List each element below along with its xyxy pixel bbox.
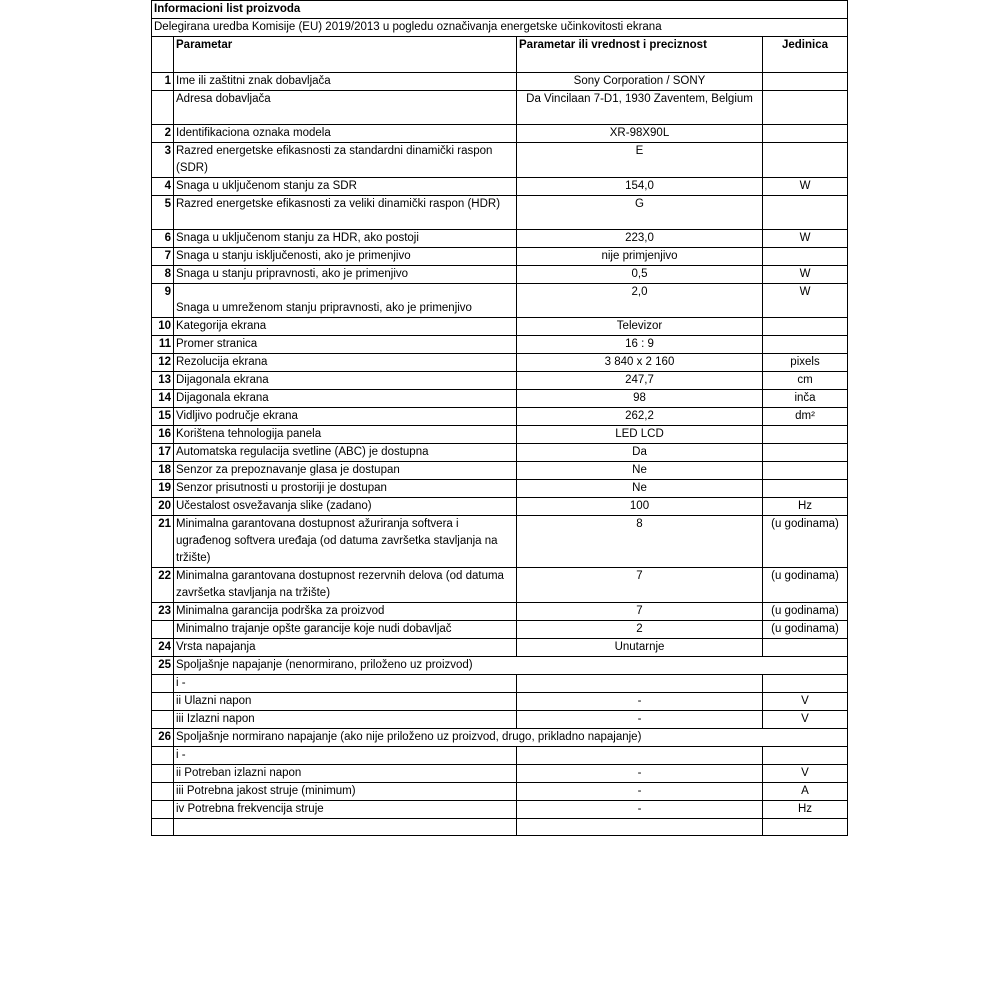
row-unit: Hz [763,801,848,819]
row-value: 223,0 [517,230,763,248]
empty-cell [517,819,763,836]
row-unit [763,747,848,765]
table-row [152,426,848,444]
row-value: Sony Corporation / SONY [517,73,763,91]
section-header-row [152,729,848,747]
section-title: Spoljašnje napajanje (nenormirano, priloženo uz proizvod) [174,657,848,675]
row-number: 20 [152,498,174,516]
table-row [152,284,848,318]
row-parameter: Adresa dobavljača [174,91,517,125]
row-parameter: Automatska regulacija svetline (ABC) je dostupna [174,444,517,462]
table-row [152,498,848,516]
row-value: 2,0 [517,284,763,318]
header-value: Parametar ili vrednost i preciznost [517,37,763,73]
row-parameter: Snaga u stanju pripravnosti, ako je primenjivo [174,266,517,284]
row-parameter: iii Izlazni napon [174,711,517,729]
row-unit [763,675,848,693]
row-number: 19 [152,480,174,498]
section-header-row [152,657,848,675]
header-row [152,37,848,73]
row-unit [763,480,848,498]
row-unit [763,462,848,480]
row-parameter: Razred energetske efikasnosti za standardni dinamički raspon (SDR) [174,143,517,178]
row-number [152,675,174,693]
row-value: nije primjenjivo [517,248,763,266]
row-unit [763,143,848,178]
table-row [152,480,848,498]
table-row [152,462,848,480]
row-parameter: Snaga u uključenom stanju za HDR, ako postoji [174,230,517,248]
header-num-cell [152,37,174,73]
table-row [152,318,848,336]
product-information-sheet [151,0,847,836]
table-row [152,390,848,408]
table-row [152,603,848,621]
row-value: Da Vincilaan 7-D1, 1930 Zaventem, Belgium [517,91,763,125]
row-number: 8 [152,266,174,284]
row-number: 9 [152,284,174,318]
row-unit [763,73,848,91]
row-value: G [517,196,763,230]
row-number: 22 [152,568,174,603]
row-unit: V [763,711,848,729]
row-parameter: Vrsta napajanja [174,639,517,657]
row-value: Ne [517,462,763,480]
row-number: 1 [152,73,174,91]
row-number: 3 [152,143,174,178]
row-parameter: Učestalost osvežavanja slike (zadano) [174,498,517,516]
row-unit [763,318,848,336]
row-number: 4 [152,178,174,196]
row-number: 17 [152,444,174,462]
section-item-row [152,693,848,711]
row-unit: dm² [763,408,848,426]
subtitle-row [152,19,848,37]
row-unit: (u godinama) [763,603,848,621]
row-parameter: Snaga u uključenom stanju za SDR [174,178,517,196]
row-value: LED LCD [517,426,763,444]
row-unit: V [763,693,848,711]
row-number: 23 [152,603,174,621]
table-row [152,354,848,372]
row-value: E [517,143,763,178]
row-value: XR-98X90L [517,125,763,143]
row-number: 18 [152,462,174,480]
row-parameter: Kategorija ekrana [174,318,517,336]
row-parameter: Minimalna garantovana dostupnost rezervnih delova (od datuma završetka stavljanja na tržište) [174,568,517,603]
row-number [152,801,174,819]
row-number: 15 [152,408,174,426]
row-parameter: Vidljivo područje ekrana [174,408,517,426]
row-number: 6 [152,230,174,248]
row-parameter: Dijagonala ekrana [174,390,517,408]
empty-row [152,819,848,836]
row-parameter: Identifikaciona oznaka modela [174,125,517,143]
row-value: Unutarnje [517,639,763,657]
row-parameter: iv Potrebna frekvencija struje [174,801,517,819]
row-value [517,675,763,693]
row-parameter: Dijagonala ekrana [174,372,517,390]
sheet-subtitle: Delegirana uredba Komisije (EU) 2019/2013 u pogledu označivanja energetske učinkovitosti ekrana [152,19,848,37]
row-value: 7 [517,568,763,603]
row-unit: A [763,783,848,801]
row-number [152,765,174,783]
row-unit [763,248,848,266]
row-value: 100 [517,498,763,516]
row-value: 262,2 [517,408,763,426]
empty-cell [174,819,517,836]
section-title: Spoljašnje normirano napajanje (ako nije priloženo uz proizvod, drugo, prikladno napajanje) [174,729,848,747]
row-value: 2 [517,621,763,639]
row-number: 16 [152,426,174,444]
sheet-title: Informacioni list proizvoda [152,1,848,19]
row-unit: W [763,230,848,248]
row-value: 154,0 [517,178,763,196]
row-unit: inča [763,390,848,408]
row-number [152,747,174,765]
row-parameter: Korištena tehnologija panela [174,426,517,444]
row-value: 8 [517,516,763,568]
header-parameter: Parametar [174,37,517,73]
table-row [152,248,848,266]
empty-cell [152,819,174,836]
title-row [152,1,848,19]
section-item-row [152,801,848,819]
row-unit [763,639,848,657]
row-parameter: ii Ulazni napon [174,693,517,711]
row-number: 13 [152,372,174,390]
row-unit: W [763,284,848,318]
table-row [152,639,848,657]
table-row [152,372,848,390]
table-row [152,143,848,178]
section-item-row [152,711,848,729]
table-row [152,444,848,462]
section-item-row [152,765,848,783]
row-number: 5 [152,196,174,230]
row-unit [763,444,848,462]
row-number [152,91,174,125]
row-parameter: Razred energetske efikasnosti za veliki dinamički raspon (HDR) [174,196,517,230]
table-row [152,230,848,248]
row-value: - [517,801,763,819]
row-number [152,711,174,729]
table-row [152,266,848,284]
row-value: - [517,783,763,801]
table-row [152,125,848,143]
row-unit [763,426,848,444]
row-unit [763,196,848,230]
section-item-row [152,675,848,693]
row-number: 7 [152,248,174,266]
table-row [152,621,848,639]
row-parameter: Ime ili zaštitni znak dobavljača [174,73,517,91]
row-parameter: iii Potrebna jakost struje (minimum) [174,783,517,801]
row-value: - [517,693,763,711]
row-unit: Hz [763,498,848,516]
table-row [152,73,848,91]
row-value: 0,5 [517,266,763,284]
row-value: 247,7 [517,372,763,390]
row-value: - [517,711,763,729]
table-row [152,336,848,354]
section-item-row [152,747,848,765]
row-value: 16 : 9 [517,336,763,354]
row-value: 3 840 x 2 160 [517,354,763,372]
row-number: 21 [152,516,174,568]
row-unit: W [763,266,848,284]
row-number: 2 [152,125,174,143]
row-number: 12 [152,354,174,372]
row-number: 11 [152,336,174,354]
row-value: - [517,765,763,783]
row-parameter: ii Potreban izlazni napon [174,765,517,783]
row-parameter: Snaga u umreženom stanju pripravnosti, ako je primenjivo [174,284,517,318]
row-unit: (u godinama) [763,568,848,603]
row-parameter: i - [174,747,517,765]
row-parameter: Snaga u stanju isključenosti, ako je primenjivo [174,248,517,266]
row-parameter: Minimalna garantovana dostupnost ažuriranja softvera i ugrađenog softvera uređaja (od datuma završetka stavljanja na tržište) [174,516,517,568]
section-number: 26 [152,729,174,747]
table-row [152,91,848,125]
row-value: 98 [517,390,763,408]
row-number: 24 [152,639,174,657]
row-unit [763,91,848,125]
row-parameter: Senzor prisutnosti u prostoriji je dostupan [174,480,517,498]
row-unit: (u godinama) [763,516,848,568]
row-value: 7 [517,603,763,621]
empty-cell [763,819,848,836]
row-unit: cm [763,372,848,390]
section-number: 25 [152,657,174,675]
table-row [152,408,848,426]
row-parameter: i - [174,675,517,693]
row-parameter: Rezolucija ekrana [174,354,517,372]
row-value: Ne [517,480,763,498]
table-row [152,516,848,568]
row-parameter: Minimalna garancija podrška za proizvod [174,603,517,621]
row-value [517,747,763,765]
product-info-table [151,0,848,836]
row-unit [763,125,848,143]
row-number [152,693,174,711]
row-parameter: Senzor za prepoznavanje glasa je dostupan [174,462,517,480]
table-row [152,178,848,196]
row-unit: (u godinama) [763,621,848,639]
section-item-row [152,783,848,801]
header-unit: Jedinica [763,37,848,73]
row-number: 10 [152,318,174,336]
row-value: Da [517,444,763,462]
row-value: Televizor [517,318,763,336]
table-row [152,568,848,603]
row-unit: pixels [763,354,848,372]
row-unit: W [763,178,848,196]
row-parameter: Promer stranica [174,336,517,354]
row-number [152,783,174,801]
table-row [152,196,848,230]
row-parameter: Minimalno trajanje opšte garancije koje nudi dobavljač [174,621,517,639]
row-unit [763,336,848,354]
row-unit: V [763,765,848,783]
row-number: 14 [152,390,174,408]
row-number [152,621,174,639]
